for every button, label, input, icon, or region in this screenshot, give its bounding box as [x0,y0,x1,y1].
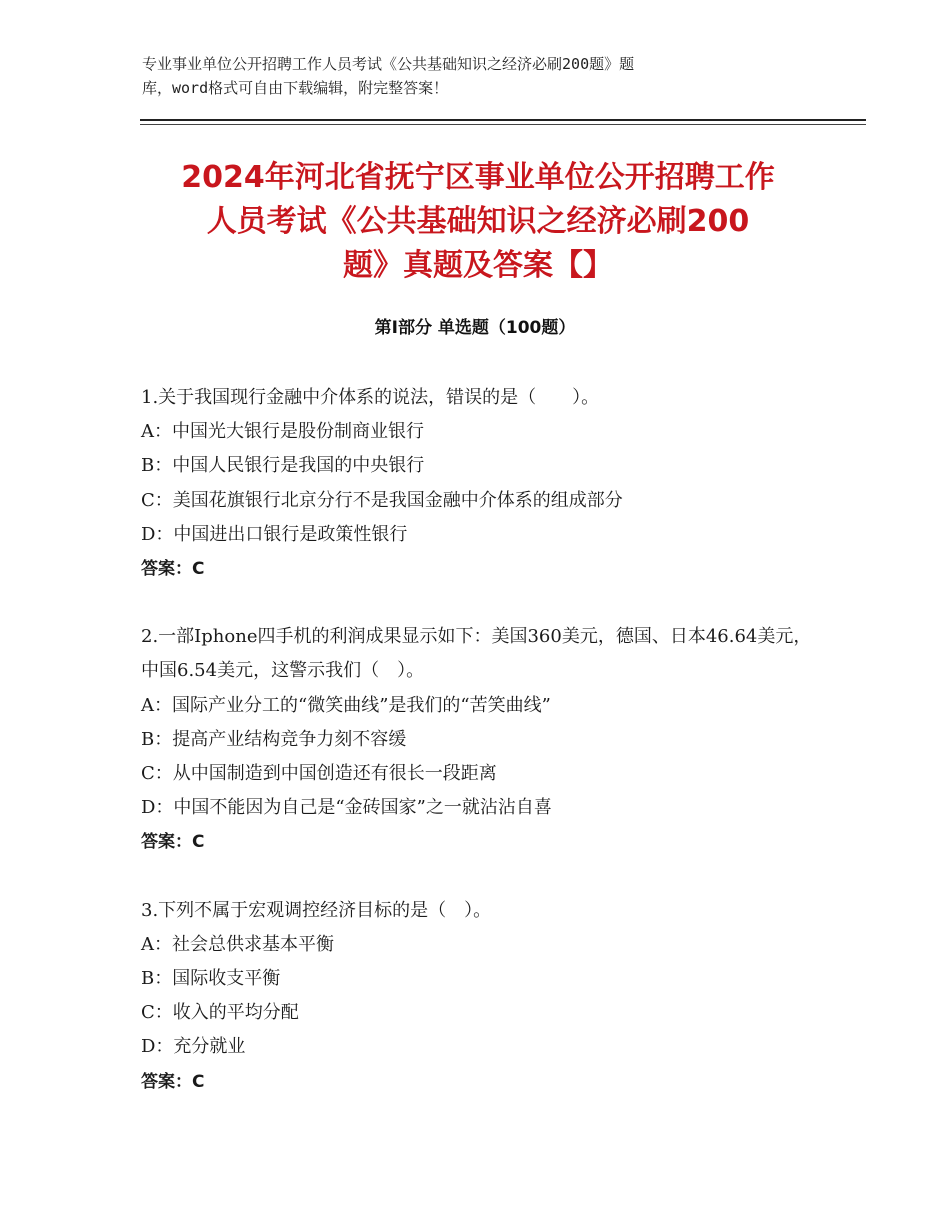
question-stem: 1.关于我国现行金融中介体系的说法，错误的是（ ）。 [141,387,600,408]
question-list [141,381,821,1133]
question-option: D：中国不能因为自己是“金砖国家”之一就沾沾自喜 [141,797,552,819]
question-option: A：社会总供求基本平衡 [141,933,334,955]
header-line: 库，word格式可自由下载编辑，附完整答案！ [142,79,449,97]
question-option: B：中国人民银行是我国的中央银行 [141,455,425,477]
question-item [141,620,821,859]
question-item [141,894,821,1099]
question-item [141,381,821,586]
header-divider-thin [140,124,866,125]
question-option: B：提高产业结构竞争力刻不容缓 [141,728,407,750]
question-option: D：中国进出口银行是政策性银行 [141,523,408,545]
question-option: A：中国光大银行是股份制商业银行 [141,421,424,443]
document-title [138,156,818,288]
question-option: A：国际产业分工的“微笑曲线”是我们的“苦笑曲线” [141,694,551,716]
section-title: 第Ⅰ部分 单选题（100题） [374,318,576,338]
question-option: B：国际收支平衡 [141,968,281,990]
question-option: D：充分就业 [141,1036,246,1058]
question-answer: 答案：C [141,832,205,853]
header-line: 专业事业单位公开招聘工作人员考试《公共基础知识之经济必刷200题》题 [142,55,635,73]
question-answer: 答案：C [141,1071,205,1092]
header-divider [140,119,866,121]
question-option: C：从中国制造到中国创造还有很长一段距离 [141,763,497,785]
question-option: C：收入的平均分配 [141,1002,299,1024]
question-stem: 3.下列不属于宏观调控经济目标的是（ ）。 [141,899,492,921]
title-line: 人员考试《公共基础知识之经济必刷200 [206,204,750,239]
question-stem: 2.一部Iphone四手机的利润成果显示如下：美国360美元，德国、日本46.64美元，中国6.54美元，这警示我们（ ）。 [141,626,812,682]
page-header [142,52,782,100]
title-line: 2024年河北省抚宁区事业单位公开招聘工作 [181,160,775,195]
title-line: 题》真题及答案【】 [343,248,613,283]
question-option: C：美国花旗银行北京分行不是我国金融中介体系的组成部分 [141,489,623,511]
question-answer: 答案：C [141,559,205,580]
